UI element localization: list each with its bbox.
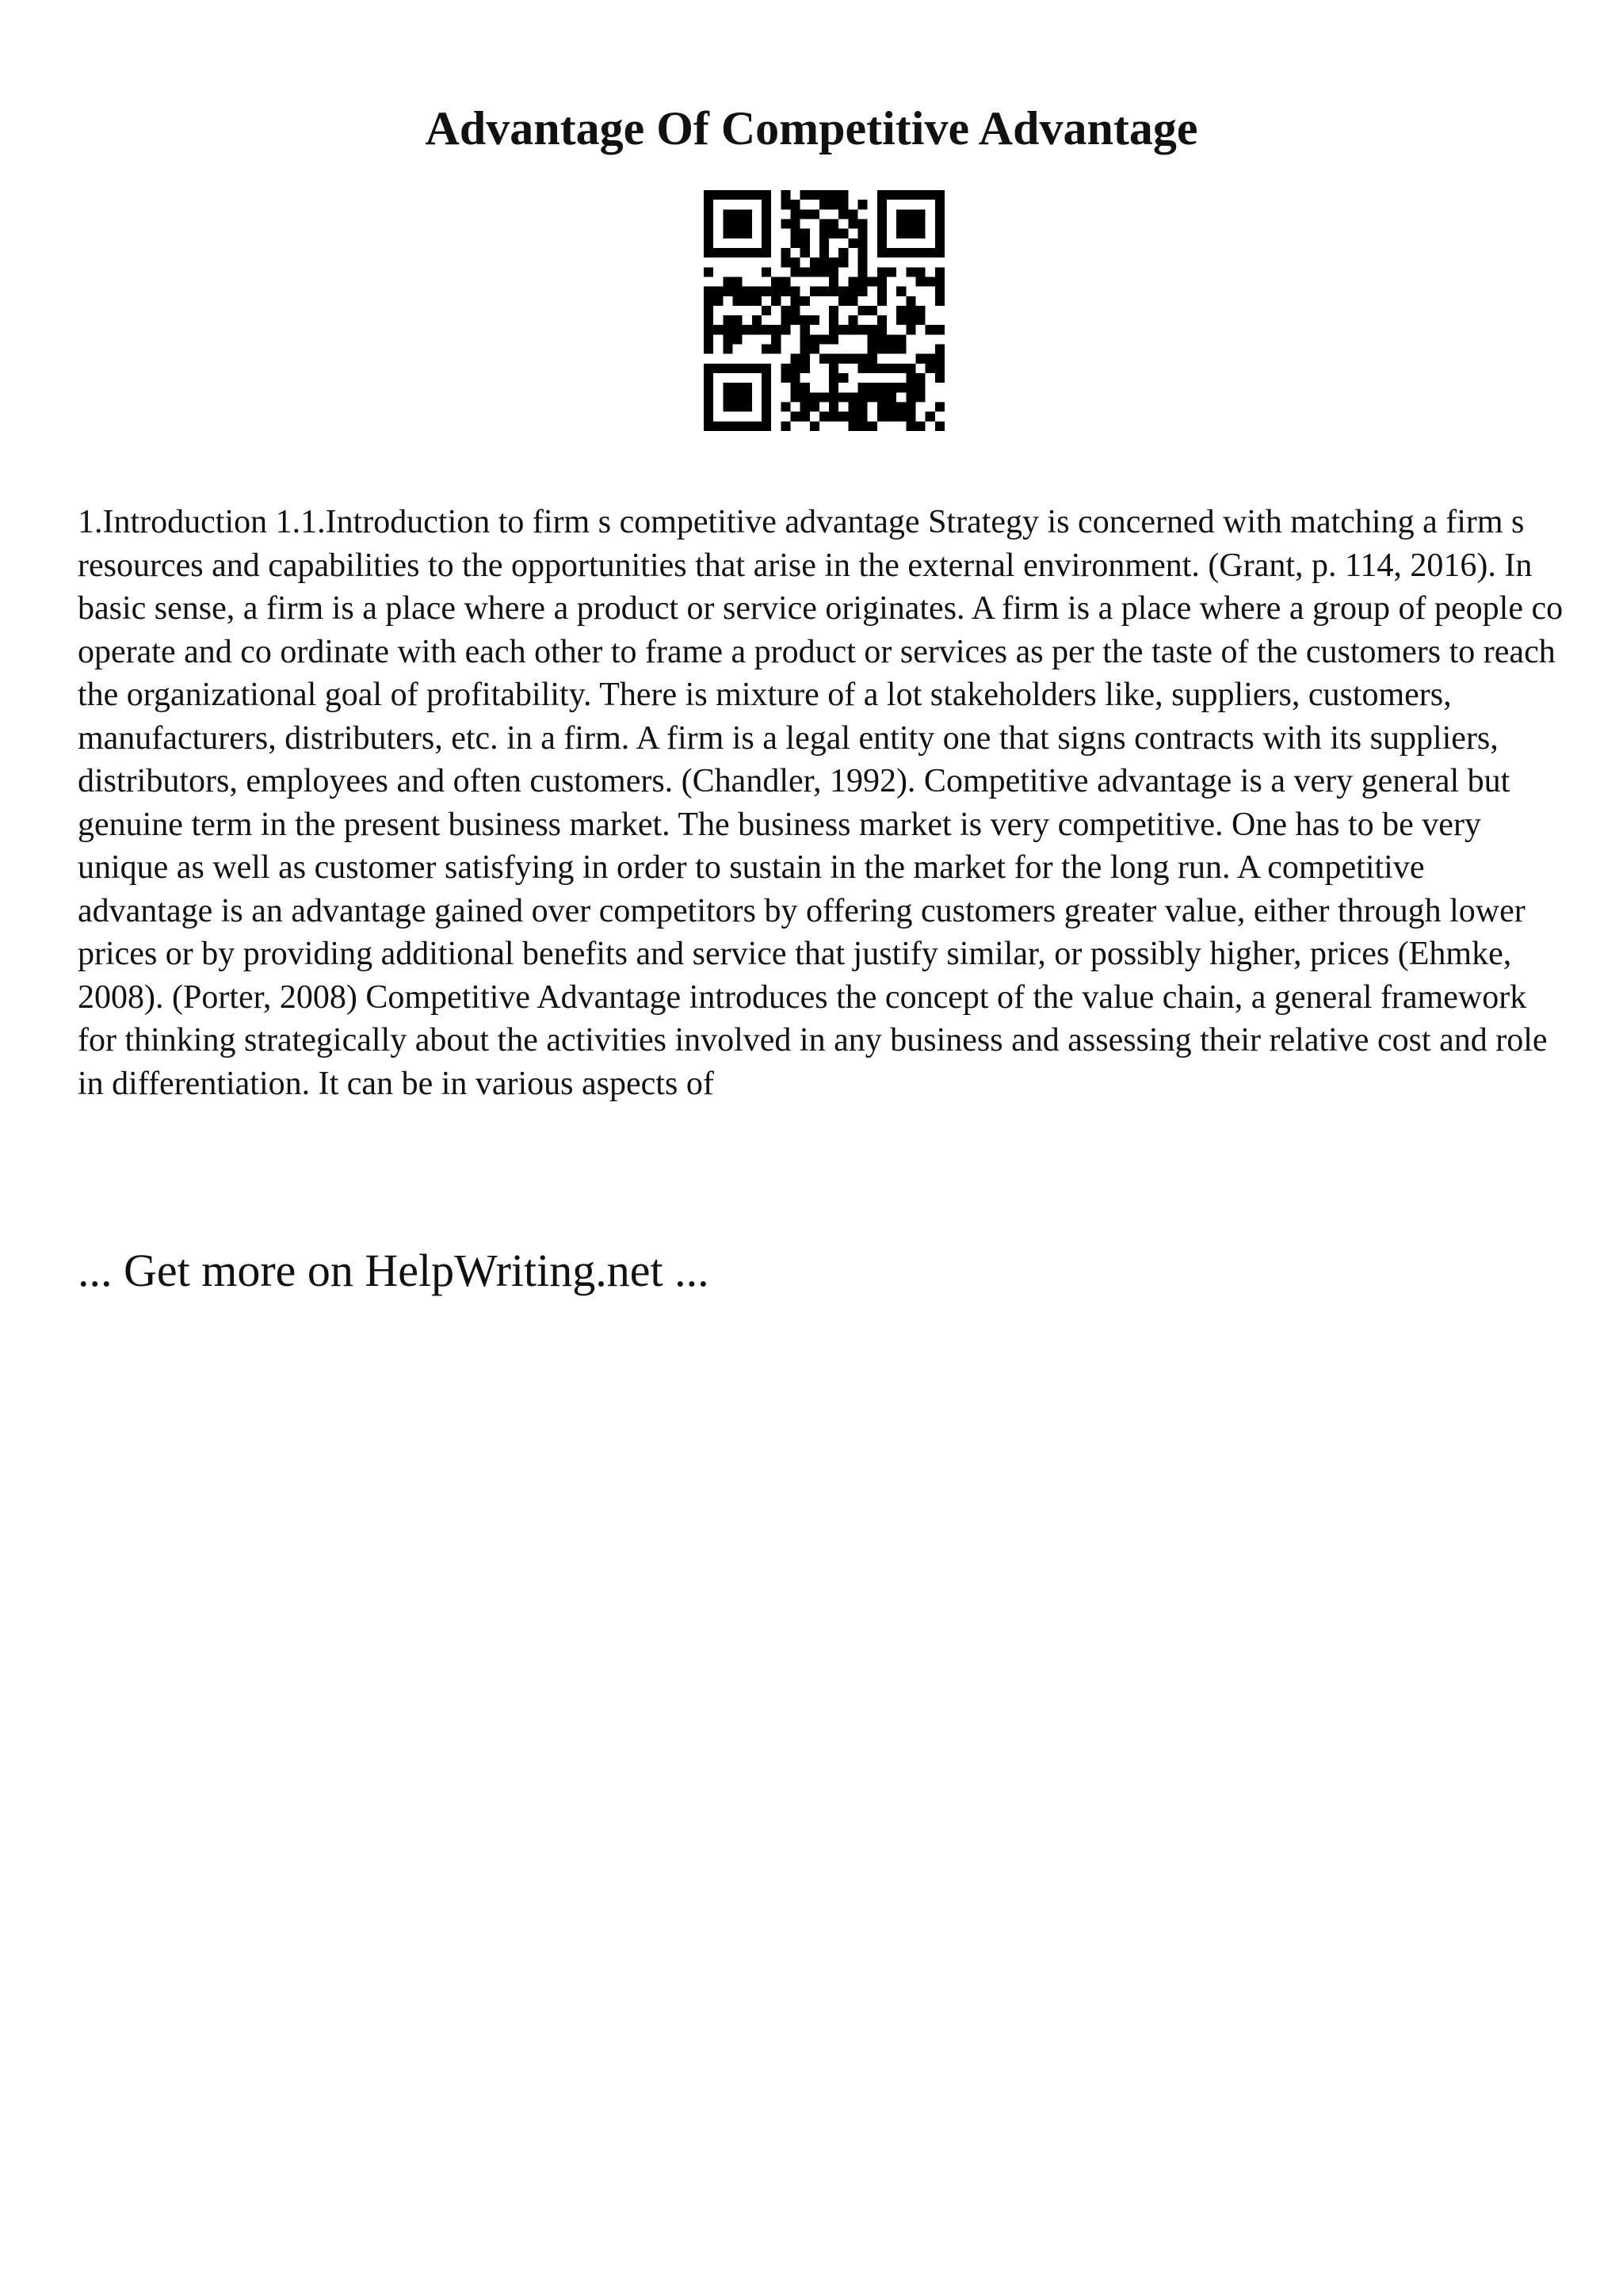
get-more-link[interactable]: ... Get more on HelpWriting.net ... bbox=[78, 1245, 709, 1296]
document-body: 1.Introduction 1.1.Introduction to firm s competitive advantage Strategy is concerned with matching a firm s resources and capabilities to the opportunities that arise in the external environment. (Grant, p. 114, 2016). In basic sense, a firm is a place where a product or service originates. A firm is a place where a group of people co operate and co ordinate with each other to frame a product or services as per the taste of the customers to reach the organizational goal of profitability. There is mixture of a lot stakeholders like, suppliers, customers, manufacturers, distributers, etc. in a firm. A firm is a legal entity one that signs contracts with its suppliers, distributors, employees and often customers. (Chandler, 1992). Competitive advantage is a very general but genuine term in the present business market. The business market is very competitive. One has to be very unique as well as customer satisfying in order to sustain in the market for the long run. A competitive advantage is an advantage gained over competitors by offering customers greater value, either through lower prices or by providing additional benefits and service that justify similar, or possibly higher, prices (Ehmke, 2008). (Porter, 2008) Competitive Advantage introduces the concept of the value chain, a general framework for thinking strategically about the activities involved in any business and assessing their relative cost and role in differentiation. It can be in various aspects of bbox=[78, 504, 1564, 1102]
qr-code-icon bbox=[704, 190, 945, 431]
page-title: Advantage Of Competitive Advantage bbox=[425, 102, 1198, 154]
